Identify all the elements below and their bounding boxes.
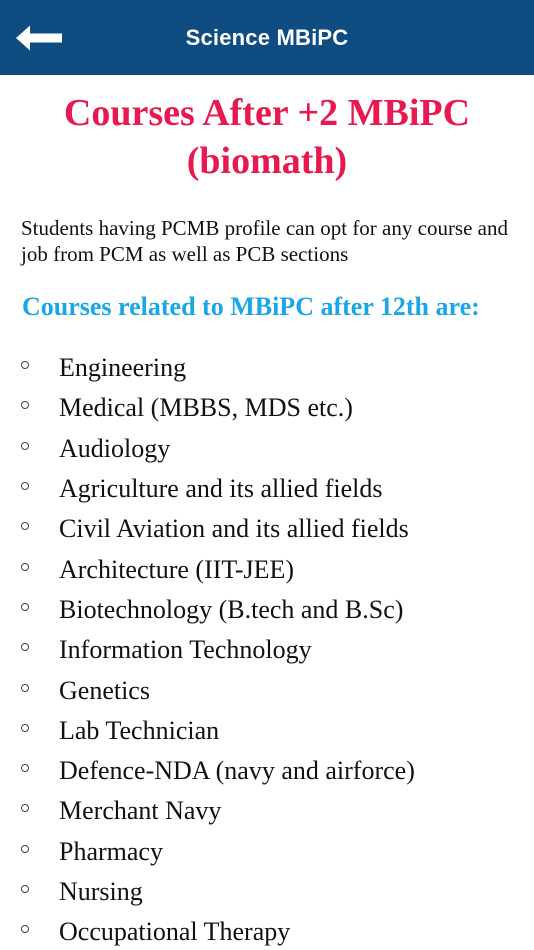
list-item xyxy=(0,509,534,549)
course-label: Merchant Navy xyxy=(59,796,222,826)
scroll-content[interactable] xyxy=(0,75,534,950)
list-item xyxy=(0,872,534,912)
course-label: Genetics xyxy=(59,675,150,705)
bullet-circle-icon xyxy=(21,804,29,812)
app-bar-title: Science MBiPC xyxy=(185,24,349,50)
course-label: Information Technology xyxy=(59,635,312,665)
list-item xyxy=(0,348,534,388)
course-label: Audiology xyxy=(59,433,171,463)
list-item xyxy=(0,388,534,428)
bullet-circle-icon xyxy=(21,603,29,611)
bullet-circle-icon xyxy=(21,482,29,490)
list-item xyxy=(0,469,534,509)
top-app-bar xyxy=(0,0,534,75)
bullet-circle-icon xyxy=(21,563,29,571)
course-label: Nursing xyxy=(59,877,143,906)
bullet-circle-icon xyxy=(21,361,29,369)
list-item xyxy=(0,590,534,630)
list-item xyxy=(0,912,534,950)
course-label: Engineering xyxy=(59,353,187,383)
bullet-circle-icon xyxy=(21,643,29,651)
course-label: Civil Aviation and its allied fields xyxy=(59,514,409,544)
bullet-circle-icon xyxy=(21,401,29,409)
bullet-circle-icon xyxy=(21,845,29,853)
course-label: Defence-NDA (navy and airforce) xyxy=(59,756,415,786)
bullet-circle-icon xyxy=(21,764,29,772)
intro-paragraph: Students having PCMB profile can opt for any course and job from PCM as well as PCB sections xyxy=(21,216,508,266)
course-label: Medical (MBBS, MDS etc.) xyxy=(59,393,353,423)
course-label: Pharmacy xyxy=(59,836,163,866)
course-label: Agriculture and its allied fields xyxy=(59,474,383,504)
bullet-circle-icon xyxy=(21,442,29,450)
bullet-circle-icon xyxy=(21,724,29,732)
course-label: Architecture (IIT-JEE) xyxy=(59,554,295,584)
course-list xyxy=(0,348,534,950)
bullet-circle-icon xyxy=(21,684,29,692)
list-item xyxy=(0,549,534,589)
bullet-circle-icon xyxy=(21,885,29,893)
course-label: Occupational Therapy xyxy=(59,917,291,947)
list-item xyxy=(0,429,534,469)
list-item xyxy=(0,670,534,710)
list-item xyxy=(0,791,534,831)
course-label: Biotechnology (B.tech and B.Sc) xyxy=(59,594,404,624)
list-item xyxy=(0,711,534,751)
bullet-circle-icon xyxy=(21,522,29,530)
list-item xyxy=(0,832,534,872)
section-heading: Courses related to MBiPC after 12th are: xyxy=(22,292,480,321)
list-item xyxy=(0,751,534,791)
page-title: Courses After +2 MBiPC (biomath) xyxy=(63,92,471,182)
course-label: Lab Technician xyxy=(59,715,220,745)
bullet-circle-icon xyxy=(21,925,29,933)
list-item xyxy=(0,630,534,670)
